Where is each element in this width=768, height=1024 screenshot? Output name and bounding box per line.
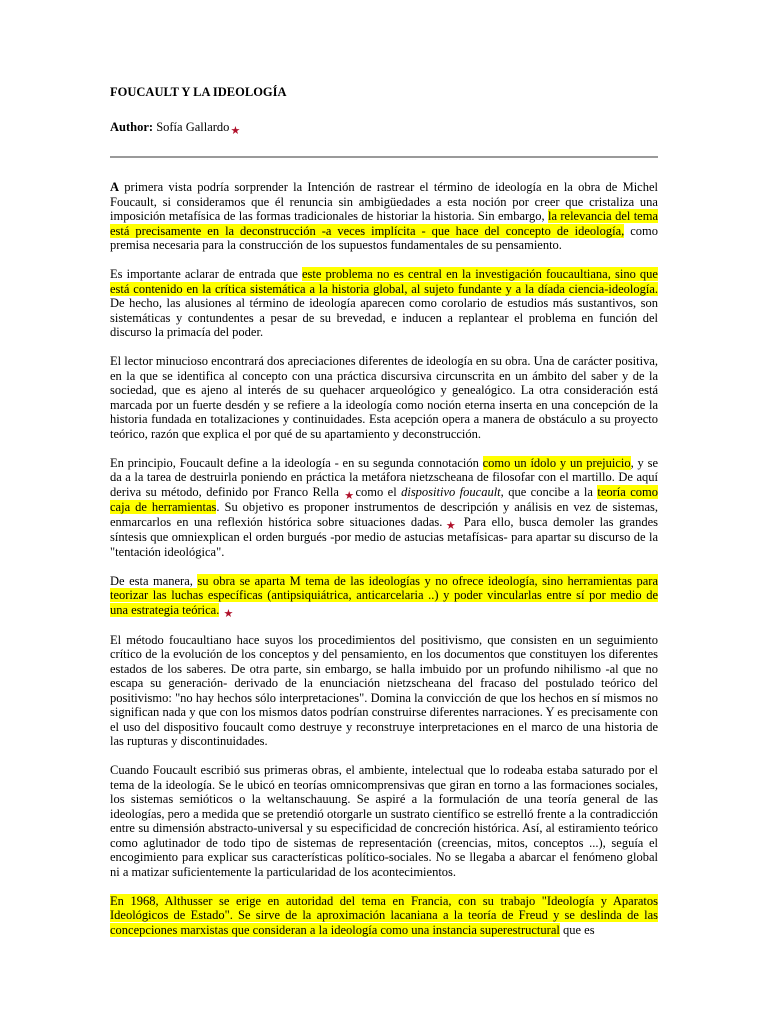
paragraph-7 xyxy=(110,763,658,879)
italic-term: dispositivo foucault xyxy=(401,484,501,499)
paragraph-text: El método foucaultiano hace suyos los procedimientos del positivismo, que consisten en un seguimiento crítico de la evolución de los conceptos y del pensamiento, en los documentos que constituyen los diferentes estados de los saberes. De otra parte, sin embargo, se halla imbuido por un profundo nihilismo -al que no escapa su generación- derivado de la enunciación nietzscheana del fracaso del postulado teórico del positivismo: "no hay hechos sólo interpretaciones". Domina la convicción de que los hechos en sí mismos no significan nada y que con los mismos datos podrían construirse diferentes narraciones. Y es precisamente con el uso del dispositivo foucault como destruye y reconstruye interpretaciones en el marco de una historia de las rupturas y discontinuidades. xyxy=(110,632,658,748)
paragraph-1 xyxy=(110,180,658,253)
footnote-marker-icon[interactable]: ★ xyxy=(443,519,459,532)
paragraph-text: . Su objetivo es proponer instrumentos de descripción y análisis en vez de sistemas, enmarcarlos en una reflexión histórica sobre situaciones dadas. xyxy=(110,500,658,529)
paragraph-text: primera vista podría sorprender la Intención de rastrear el término de ideología en la obra de Michel Foucault, si consideramos que él renuncia sin ambigüedades a esta noción por creer que cristaliza una imposición metafísica de las formas tradicionales de historiar la historia. Sin embargo, xyxy=(110,180,658,223)
footnote-marker-icon[interactable]: ★ xyxy=(344,489,356,502)
document-title: FOUCAULT Y LA IDEOLOGÍA xyxy=(110,85,287,99)
horizontal-rule xyxy=(110,156,658,158)
paragraph-text: De esta manera, xyxy=(110,573,198,588)
paragraph-text: , y se da a la tarea de destruirla poniendo en práctica la metáfora nietzscheana de filosofar con el martillo. De aquí deriva su método, definido por Franco Rella xyxy=(110,455,658,499)
paragraph-text: , que concibe a la xyxy=(500,484,598,499)
paragraph-text: Es importante aclarar de entrada que xyxy=(110,267,302,281)
paragraph-text: Cuando Foucault escribió sus primeras obras, el ambiente, intelectual que lo rodeaba estaba saturado por el tema de la ideología. Se le ubicó en teorías omnicomprensivas que giran en torno a las formaciones sociales, los sistemas semióticos o la weltanschauung. Se aspiré a la formulación de una teoría general de las ideologías, pero a medida que se pretendió otorgarle un sustrato científico se estrelló frente a la contradicción entre su dimensión abstracto-universal y su especificidad de concreción histórica. Así, al estiramiento teórico como aglutinador de todo tipo de sistemas de representación (creencias, mitos, conceptos ...), seguía el encogimiento para explicar sus características político-sociales. No se llegaba a abarcar el fenómeno global ni a matizar suficientemente la particularidad de los acontecimientos. xyxy=(110,763,658,879)
paragraph-8 xyxy=(110,894,658,938)
highlighted-text: la relevancia del tema está precisamente en la deconstrucción -a veces implícita - que hace del concepto de ideología, xyxy=(110,209,658,238)
highlighted-text: su obra se aparta M tema de las ideologías y no ofrece ideología, sino herramientas para teorizar las luchas específicas (antipsiquiátrica, anticarcelaria ..) y poder vincularlas entre sí por medio de una estrategia teórica. xyxy=(110,573,658,617)
paragraph-text xyxy=(219,603,222,617)
drop-lead-letter: A xyxy=(110,180,120,194)
author-name: Sofía Gallardo xyxy=(156,120,230,134)
footnote-marker-icon[interactable]: ★ xyxy=(223,607,234,620)
author-label: Author: xyxy=(110,120,154,134)
paragraph-text: como premisa necesaria para la construcción de los supuestos fundamentales de su pensamiento. xyxy=(110,223,658,252)
author-line xyxy=(110,119,658,136)
paragraph-text: El lector minucioso encontrará dos apreciaciones diferentes de ideología en su obra. Una de carácter positiva, en la que se identifica al concepto con una práctica discursiva circunscrita en un ámbito del saber y de la sociedad, que es ajeno al interés de su quehacer arqueológico y genealógico. La otra consideración está marcada por un fuerte desdén y se refiere a la ideología como noción eterna inserta en una concepción de la historia fundada en totalizaciones y continuidades. Esta acepción opera a manera de obstáculo a su proyecto teórico, razón que explica el por qué de su apartamiento y deconstrucción. xyxy=(110,354,658,441)
paragraph-3 xyxy=(110,354,658,441)
highlighted-text: teoría como caja de herramientas xyxy=(110,484,659,514)
highlighted-text: como un ídolo y un prejuicio xyxy=(482,455,631,470)
paragraph-text: como el xyxy=(355,484,402,499)
paragraph-text: Para ello, busca demoler las grandes síntesis que omniexplican el orden burgués -por medio de astucias metafísicas- para apartar su discurso de la "tentación ideológica". xyxy=(110,514,658,559)
footnote-marker-icon[interactable]: ★ xyxy=(230,125,241,137)
highlighted-text: En 1968, Althusser se erige en autoridad del tema en Francia, con su trabajo "Ideología y Aparatos Ideológicos de Estado". Se sirve de la aproximación lacaniana a la teoría de Freud y se deslinda de las concepciones marxistas que consideran a la ideología como una instancia superestructural xyxy=(110,893,658,937)
paragraph-5 xyxy=(110,574,658,619)
highlighted-text: este problema no es central en la investigación foucaultiana, sino que está contenido en la crítica sistemática a la historia global, al sujeto fundante y a la díada ciencia-ideología. xyxy=(110,267,658,296)
paragraph-2 xyxy=(110,267,658,340)
paragraph-6 xyxy=(110,633,658,749)
paragraph-4 xyxy=(110,456,658,560)
paragraph-text: En principio, Foucault define a la ideología - en su segunda connotación xyxy=(110,455,483,470)
paragraph-text: De hecho, las alusiones al término de ideología aparecen como corolario de estudios más sustantivos, son sistemáticas y contundentes a pesar de su brevedad, e inducen a replantear el problema en función del discurso la primacía del poder. xyxy=(110,296,658,339)
paragraph-text: que es xyxy=(559,922,595,937)
